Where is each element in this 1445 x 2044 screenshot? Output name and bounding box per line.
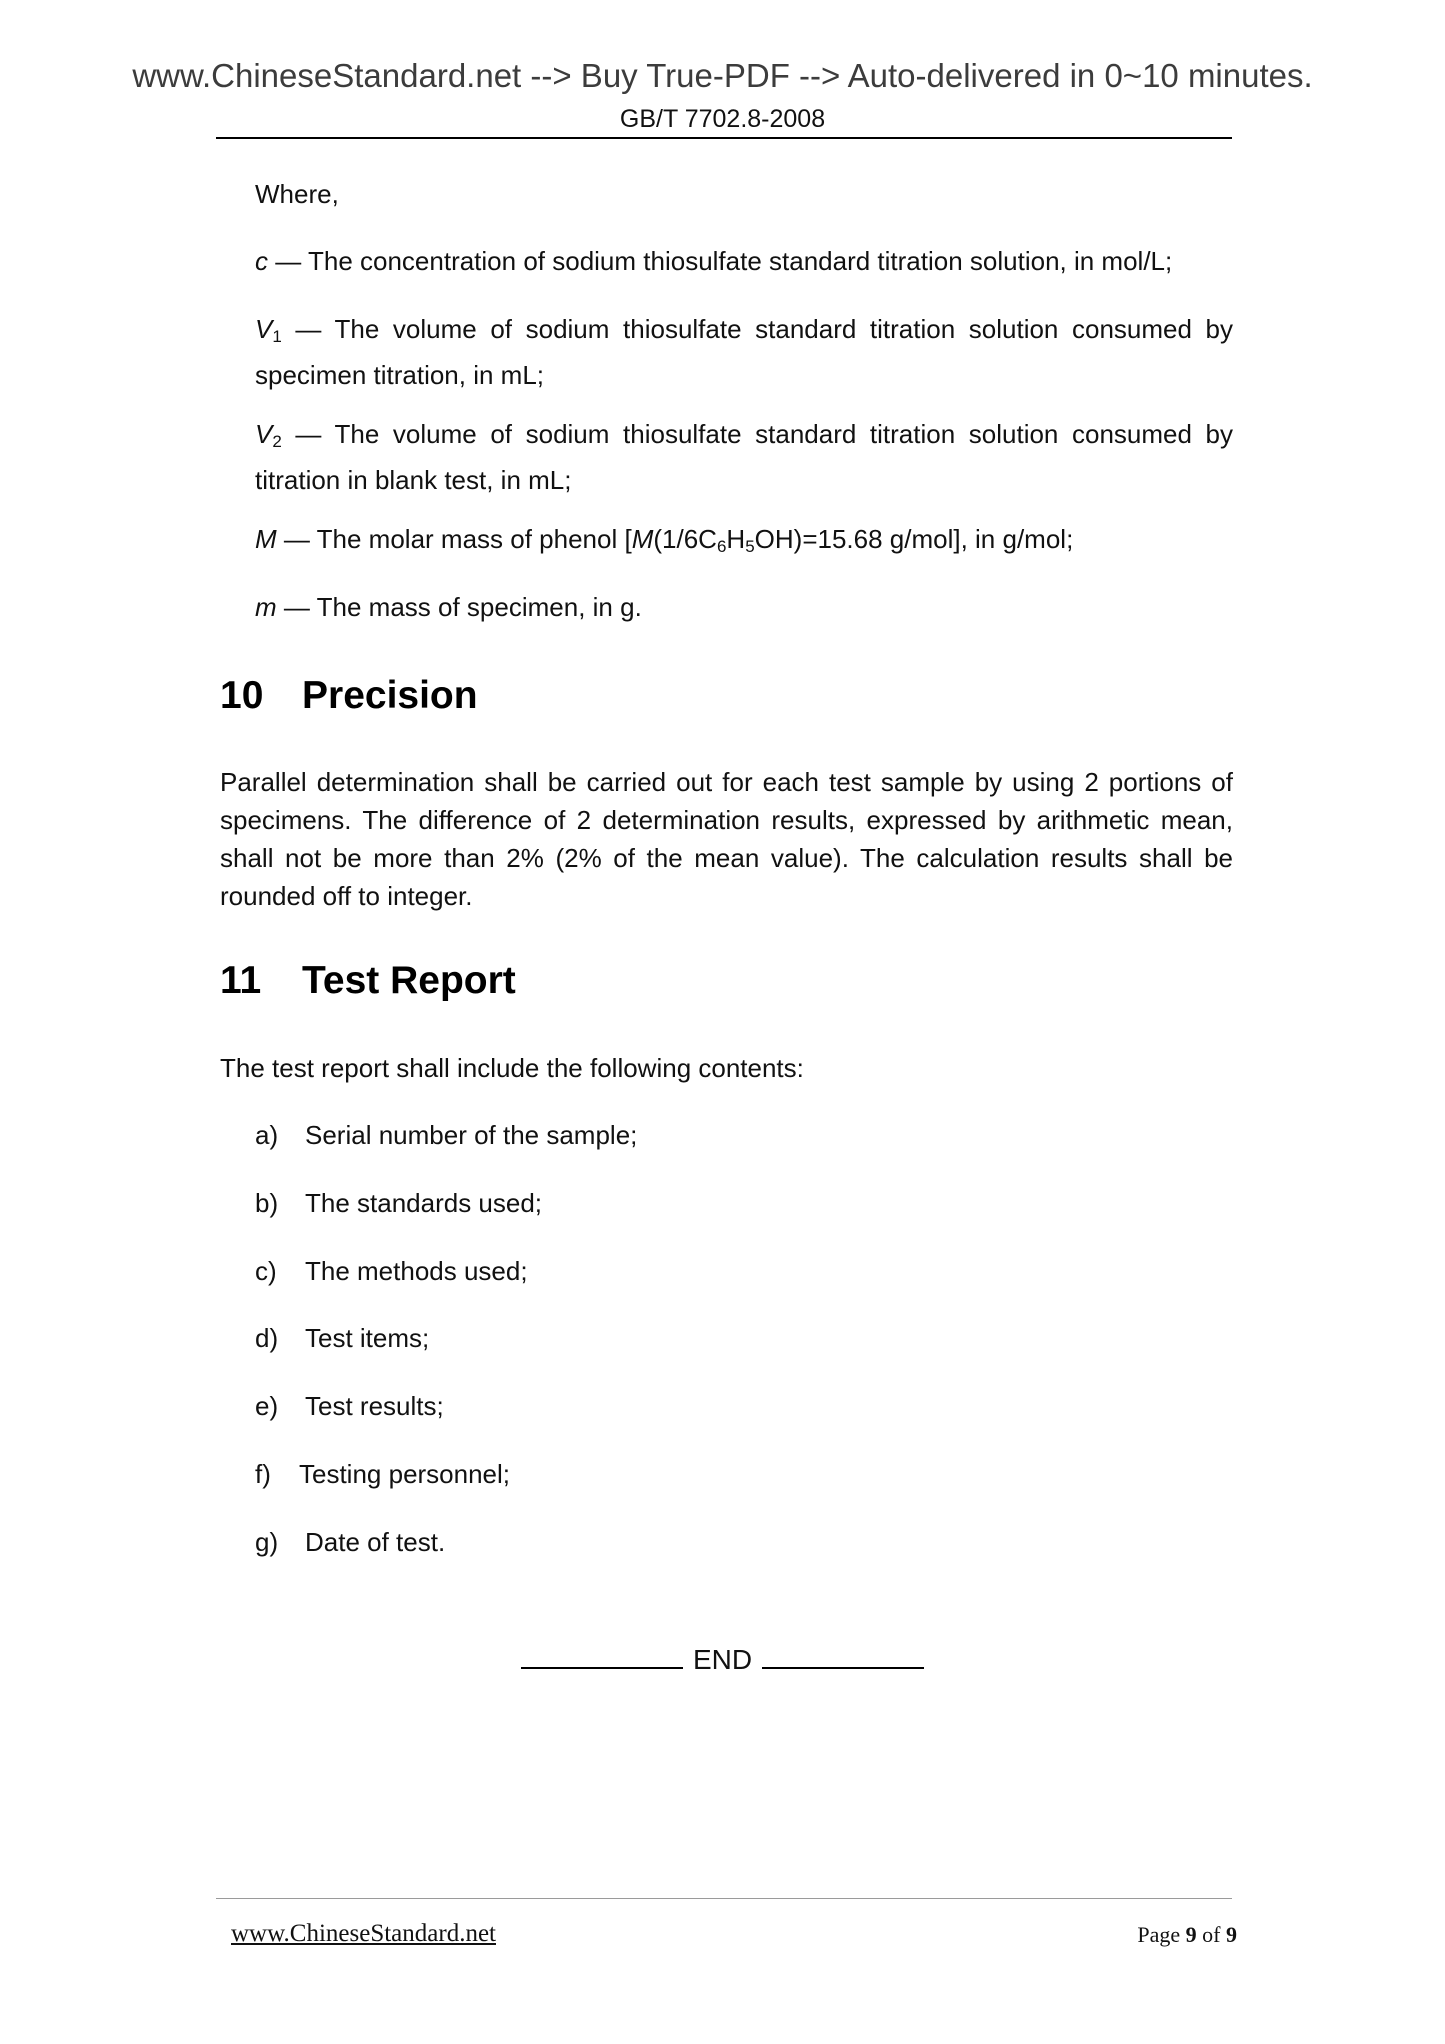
precision-paragraph: Parallel determination shall be carried out for each test sample by using 2 portions of specimens. The difference of 2 determination results, expressed by arithmetic mean, shall not be more than 2% (2% of the mean value). The calculation results shall be rounded off to integer. <box>220 767 1233 911</box>
list-item-text: Date of test. <box>305 1527 446 1557</box>
formula-subscript-5: 5 <box>745 537 755 556</box>
definition-mass-text: — The mass of specimen, in g. <box>276 592 642 622</box>
page-number <box>1137 1920 1237 1950</box>
definition-mass <box>255 588 1233 626</box>
list-item-text: The standards used; <box>305 1188 543 1218</box>
footer-divider <box>216 1898 1232 1899</box>
list-marker: d) <box>255 1323 279 1353</box>
list-item-text: Testing personnel; <box>299 1459 511 1489</box>
list-item <box>255 1523 445 1561</box>
formula-part-b: H <box>726 524 746 554</box>
top-banner-link[interactable]: www.ChineseStandard.net --> Buy True-PDF --> Auto-delivered in 0~10 minutes. <box>132 57 1313 94</box>
molar-mass-text-before: — The molar mass of phenol [ <box>276 524 632 554</box>
where-intro: Where, <box>255 179 339 209</box>
definition-v1 <box>255 310 1233 394</box>
standard-code: GB/T 7702.8-2008 <box>619 105 826 133</box>
test-report-intro: The test report shall include the following contents: <box>220 1053 804 1083</box>
list-marker: f) <box>255 1459 271 1489</box>
header-divider <box>216 137 1232 139</box>
list-marker: g) <box>255 1527 279 1557</box>
page-current: 9 <box>1185 1922 1197 1947</box>
list-item-text: The methods used; <box>305 1256 528 1286</box>
definition-v2-text: — The volume of sodium thiosulfate standard titration solution consumed by titration in blank test, in mL; <box>255 419 1233 495</box>
page-of: of <box>1202 1922 1221 1947</box>
list-item <box>255 1116 637 1154</box>
list-item <box>255 1184 542 1222</box>
symbol-v: V <box>255 419 273 449</box>
section-number: 10 <box>220 674 264 717</box>
symbol-m-upper: M <box>255 524 277 554</box>
list-item-text: Test items; <box>305 1323 430 1353</box>
section-title: Precision <box>302 674 478 717</box>
symbol-v: V <box>255 314 273 344</box>
definition-c-text: — The concentration of sodium thiosulfate standard titration solution, in mol/L; <box>268 246 1173 276</box>
list-item <box>255 1319 429 1357</box>
list-item <box>255 1252 528 1290</box>
symbol-c: c <box>255 246 268 276</box>
definition-v1-text: — The volume of sodium thiosulfate standard titration solution consumed by specimen titration, in mL; <box>255 314 1233 390</box>
subscript-1: 1 <box>272 327 282 346</box>
formula-subscript-6: 6 <box>716 537 727 556</box>
page-label: Page <box>1137 1922 1181 1947</box>
section-number: 11 <box>220 959 262 1002</box>
list-item <box>255 1455 510 1493</box>
end-text: END <box>692 1644 753 1675</box>
definition-v2 <box>255 415 1233 499</box>
formula-part-c: OH)=15.68 g/mol], in g/mol; <box>754 524 1074 554</box>
subscript-2: 2 <box>272 432 282 451</box>
definition-c <box>255 242 1233 280</box>
list-marker: a) <box>255 1120 279 1150</box>
section-heading-precision <box>220 673 478 719</box>
definition-molar-mass <box>255 520 1233 566</box>
section-title: Test Report <box>302 959 516 1002</box>
list-item-text: Test results; <box>305 1391 444 1421</box>
section-heading-test-report <box>220 958 516 1004</box>
list-marker: c) <box>255 1256 277 1286</box>
page-total: 9 <box>1226 1922 1237 1947</box>
list-item <box>255 1387 444 1425</box>
end-rule-left <box>521 1643 683 1669</box>
end-rule-right <box>762 1643 924 1669</box>
list-item-text: Serial number of the sample; <box>305 1120 638 1150</box>
footer-site-link[interactable]: www.ChineseStandard.net <box>231 1920 496 1947</box>
list-marker: b) <box>255 1188 279 1218</box>
formula-part-a: (1/6C <box>653 524 717 554</box>
symbol-m-lower: m <box>255 592 277 622</box>
list-marker: e) <box>255 1391 279 1421</box>
formula-symbol: M <box>631 524 654 554</box>
end-marker <box>0 1641 1445 1679</box>
